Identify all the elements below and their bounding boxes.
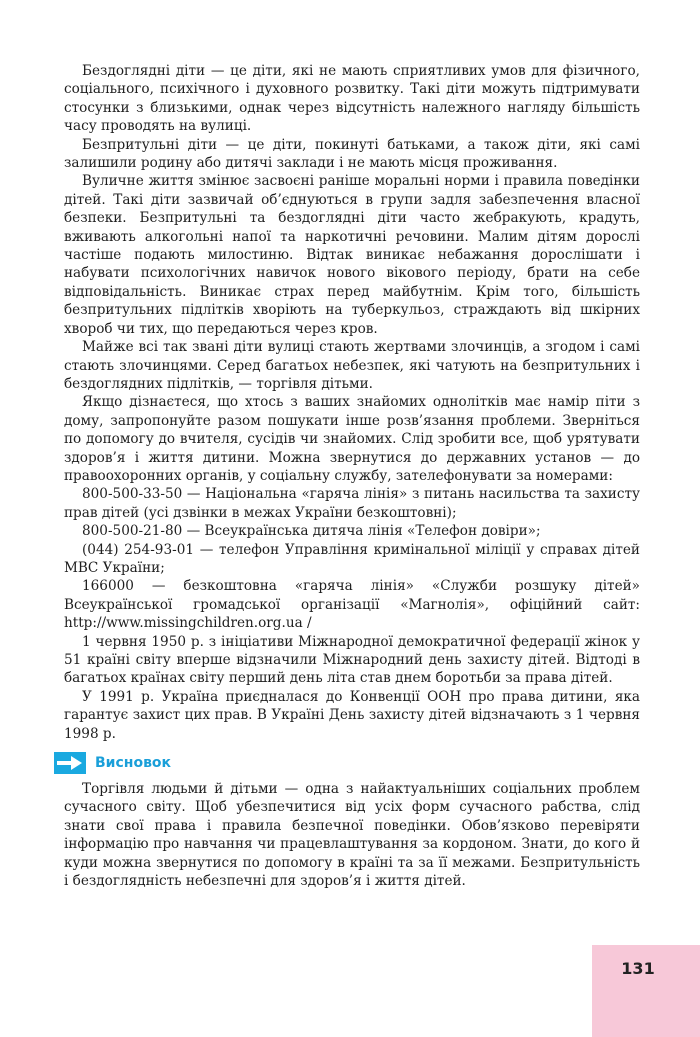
page-number-tab xyxy=(592,945,700,1037)
hotline-trust: 800-500-21-80 — Всеукраїнська дитяча лінія «Телефон довіри»; xyxy=(82,523,541,540)
paragraph-neglected-children: Бездоглядні діти — це діти, які не мають сприятливих умов для фізичного, соціального, психічного і духовного розвитку. Такі діти можуть підтримувати стосунки з близькими, однак через відсутність належного нагляду більшість часу проводять на вулиці. xyxy=(64,63,640,135)
hotline-police: (044) 254-93-01 — телефон Управління кримінальної міліції у справах дітей МВС України; xyxy=(64,541,640,576)
hotline-national: 800-500-33-50 — Національна «гаряча лінія» з питань насильства та захисту прав дітей (усі дзвінки в межах України безкоштовні); xyxy=(64,486,640,521)
paragraph-un-convention: У 1991 р. Україна приєдналася до Конвенції ООН про права дитини, яка гарантує захист цих прав. В Україні День захисту дітей відзначають з 1 червня 1998 р. xyxy=(64,688,640,742)
paragraph-victims: Майже всі так звані діти вулиці стають жертвами злочинців, а згодом і самі стають злочинцями. Серед багатьох небезпек, які чатують на безпритульних і бездоглядних підлітків, — торгівля дітьми. xyxy=(64,339,640,392)
conclusion-title: Висновок xyxy=(95,754,172,771)
paragraph-street-life: Вуличне життя змінює засвоєні раніше моральні норми і правила поведінки дітей. Такі діти зазвичай об’єднуються в групи задля забезпечення власної безпеки. Безпритульні та бездоглядні діти часто жебракують, крадуть, вживають алкогольні напої та наркотичні речовини. Малим дітям дорослі частіше подають милостиню. Відтак виникає небажання дорослішати і набувати психологічних навичок нового вікового періоду, брати на себе відповідальність. Виникає страх перед майбутнім. Крім того, більшість безпритульних підлітків хворіють на туберкульоз, страждають від шкірних хвороб чи тих, що передаються через кров. xyxy=(64,173,640,337)
arrow-right-icon xyxy=(54,752,86,774)
paragraph-advice: Якщо дізнаєтеся, що хтось з ваших знайомих однолітків має намір піти з дому, запропонуйте разом пошукати інше розв’язання проблеми. Зверніться по допомогу до вчителя, сусідів чи знайомих. Слід зробити все, щоб урятувати здоров’я і життя дитини. Можна звернутися до державних установ — до правоохоронних органів, у соціальну службу, зателефонувати за номерами: xyxy=(64,394,640,484)
conclusion-heading xyxy=(54,752,640,774)
page-body xyxy=(64,62,640,890)
hotline-magnolia: 166000 — безкоштовна «гаряча лінія» «Служби розшуку дітей» Всеукраїнської громадської організації «Магнолія», офіційний сайт: http://www.missingchildren.org.ua / xyxy=(64,578,640,632)
conclusion-text: Торгівля людьми й дітьми — одна з найактуальніших соціальних проблем сучасного світу. Щоб убезпечитися від усіх форм сучасного рабства, слід знати свої права і правила безпечної поведінки. Обов’язково перевіряти інформацію про навчання чи працевлаштування за кордоном. Знати, до кого й куди можна звернутися по допомогу в країні та за її межами. Безпритульність і бездоглядність небезпечні для здоров’я і життя дітей. xyxy=(64,781,640,890)
page-number: 131 xyxy=(621,959,655,978)
paragraph-homeless-children: Безпритульні діти — це діти, покинуті батьками, а також діти, які самі залишили родину або дитячі заклади і не мають місця проживання. xyxy=(64,136,640,172)
paragraph-children-day-history: 1 червня 1950 р. з ініціативи Міжнародної демократичної федерації жінок у 51 країні світу вперше відзначили Міжнародний день захисту дітей. Відтоді в багатьох країнах світу перший день літа став днем боротьби за права дітей. xyxy=(64,633,640,687)
